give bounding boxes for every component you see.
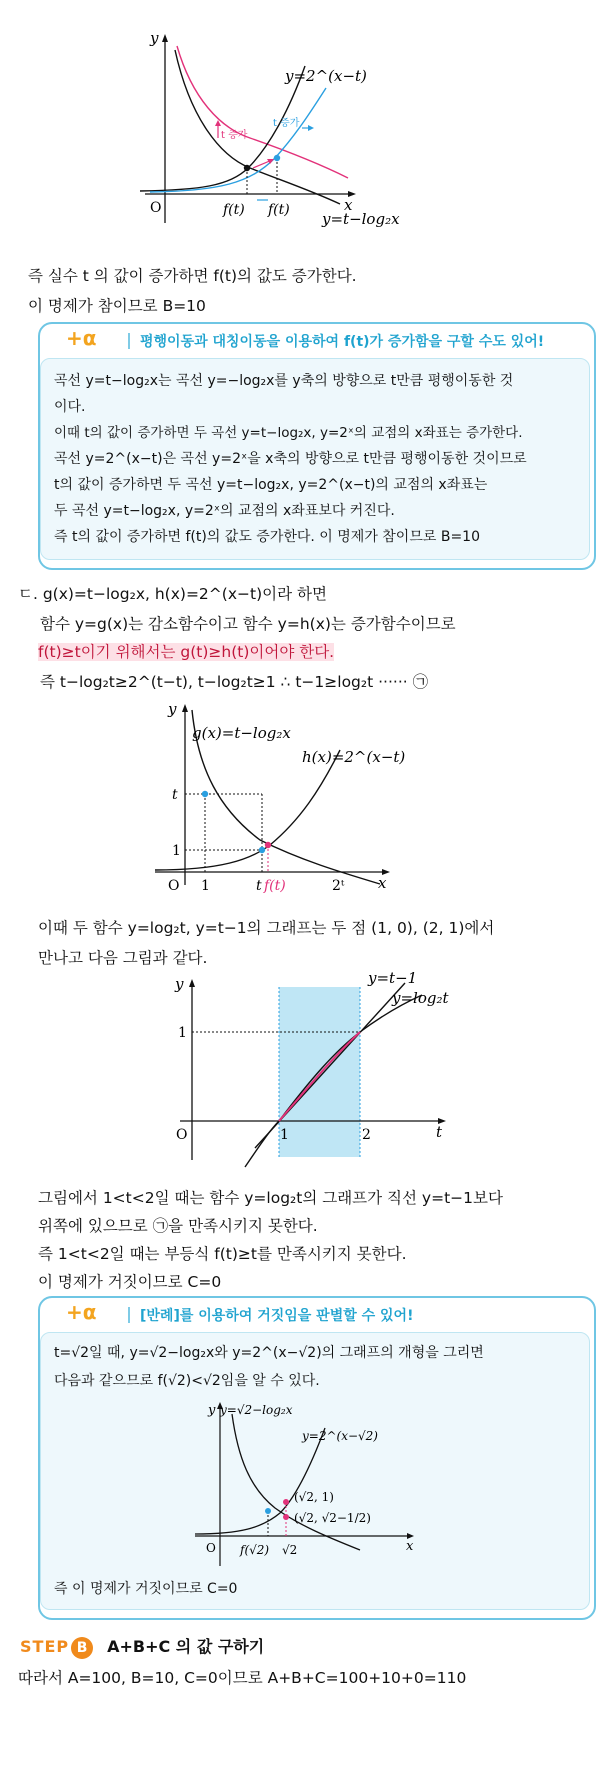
graph1-y-arrow <box>162 34 168 42</box>
graph4-top-label: y=√2−log₂x <box>220 1403 293 1417</box>
para1-line1: 즉 실수 t 의 값이 증가하면 f(t)의 값도 증가한다. <box>28 267 357 285</box>
para3-line1: 그림에서 1<t<2일 때는 함수 y=log₂t의 그래프가 직선 y=t−1보다 <box>38 1189 503 1207</box>
tip1-line-7: 즉 t의 값이 증가하면 f(t)의 값도 증가한다. 이 명제가 참이므로 B=10 <box>54 529 480 545</box>
graph2-tick-ft: f(t) <box>264 878 286 894</box>
para2-line1: 이때 두 함수 y=log₂t, y=t−1의 그래프는 두 점 (1, 0), (2, 1)에서 <box>38 919 495 937</box>
graph3-line-label: y=t−1 <box>368 969 418 987</box>
graph2-origin: O <box>168 878 180 894</box>
tip2-line-1: t=√2일 때, y=√2−log₂x와 y=2^(x−√2)의 그래프의 개형을 그리면 <box>54 1345 484 1361</box>
graph4-point1-label: (√2, 1) <box>294 1490 334 1504</box>
graph2-tick-t-x: t <box>256 878 262 894</box>
graph2-y-label: y <box>168 700 177 718</box>
graph1-x-label: x <box>344 196 353 214</box>
graph-3 <box>160 969 460 1170</box>
graph3-tick-1-y: 1 <box>178 1025 187 1041</box>
partC-highlight: f(t)≥t이기 위해서는 g(t)≥h(t)이어야 한다. <box>38 643 335 661</box>
graph2-tick-1-y: 1 <box>172 843 181 859</box>
tip2-conclusion: 즉 이 명제가 거짓이므로 C=0 <box>54 1581 238 1597</box>
graph4-tick-r: √2 <box>282 1543 298 1557</box>
graph1-tick-right: f(t) <box>268 202 290 218</box>
graph4-exp-label: y=2^(x−√2) <box>302 1429 378 1443</box>
para3-line4: 이 명제가 거짓이므로 C=0 <box>38 1273 222 1291</box>
tip1-line-4: 곡선 y=2^(x−t)은 곡선 y=2ˣ을 x축의 방향으로 t만큼 평행이동한 것이므로 <box>54 451 527 467</box>
graph1-point-blue <box>274 155 280 161</box>
graph1-log-curve-pink <box>177 46 348 178</box>
graph2-x-label: x <box>378 874 387 892</box>
tip1-line-6: 두 곡선 y=t−log₂x, y=2ˣ의 교점의 x좌표보다 커진다. <box>54 503 395 519</box>
graph-1 <box>130 28 460 238</box>
graph1-pink-label: t 증가 <box>221 130 248 141</box>
graph1-blue-arrowhead <box>308 125 314 131</box>
tip2-title: [반례]를 이용하여 거짓임을 판별할 수 있어! <box>140 1308 414 1324</box>
graph-2 <box>150 700 450 900</box>
final-answer-line: 따라서 A=100, B=10, C=0이므로 A+B+C=100+10+0=110 <box>18 1669 467 1687</box>
partC-line3 <box>38 642 334 662</box>
graph4-point-red-bottom <box>283 1514 289 1520</box>
tip1-line-3: 이때 t의 값이 증가하면 두 곡선 y=t−log₂x, y=2ˣ의 교점의 x좌표는 증가한다. <box>54 425 523 441</box>
graph4-point-red-top <box>283 1499 289 1505</box>
graph3-origin: O <box>176 1127 188 1143</box>
graph2-point-blue-1 <box>259 847 265 853</box>
graph3-tick-1-x: 1 <box>280 1127 289 1143</box>
tip1-title: 평행이동과 대칭이동을 이용하여 f(t)가 증가함을 구할 수도 있어! <box>140 334 545 350</box>
tip1-divider <box>128 333 130 349</box>
graph2-tick-t-y: t <box>172 787 178 803</box>
graph-4 <box>190 1398 450 1578</box>
partC-line4: 즉 t−log₂t≥2^(t−t), t−log₂t≥1 ∴ t−1≥log₂t ······ ㉠ <box>40 673 429 691</box>
graph2-h-curve <box>155 750 340 870</box>
step-word: STEP <box>20 1637 70 1656</box>
tip1-plus-icon: +α <box>66 326 97 350</box>
graph1-origin: O <box>150 200 162 216</box>
graph4-y-label: y <box>208 1403 216 1418</box>
partC-line1: ㄷ. g(x)=t−log₂x, h(x)=2^(x−t)이라 하면 <box>18 585 327 603</box>
graph3-log-label: y=log₂t <box>392 989 449 1007</box>
graph2-tick-2t: 2ᵗ <box>332 878 345 894</box>
tip2-line-2: 다음과 같으므로 f(√2)<√2임을 알 수 있다. <box>54 1373 320 1389</box>
step-b-badge: B <box>71 1637 93 1659</box>
tip1-line-1: 곡선 y=t−log₂x는 곡선 y=−log₂x를 y축의 방향으로 t만큼 평행이동한 것 <box>54 373 514 389</box>
graph1-tick-left: f(t) <box>223 202 245 218</box>
graph4-x-label: x <box>406 1539 414 1554</box>
graph2-point-blue-t <box>202 791 208 797</box>
graph2-h-label: h(x)=2^(x−t) <box>302 748 406 766</box>
step-b-heading <box>20 1634 264 1659</box>
para3-line3: 즉 1<t<2일 때는 부등식 f(t)≥t를 만족시키지 못한다. <box>38 1245 407 1263</box>
graph1-y-label: y <box>150 29 159 47</box>
graph1-label-exp: y=2^(x−t) <box>285 67 367 85</box>
graph2-g-label: g(x)=t−log₂x <box>192 724 291 742</box>
graph2-y-arrow <box>182 704 188 712</box>
step-b-title: A+B+C 의 값 구하기 <box>107 1637 265 1656</box>
para1-line2: 이 명제가 참이므로 B=10 <box>28 297 206 315</box>
graph1-point-black <box>244 165 250 171</box>
tip1-line-5: t의 값이 증가하면 두 곡선 y=t−log₂x, y=2^(x−t)의 교점의 x좌표는 <box>54 477 488 493</box>
graph4-point2-label: (√2, √2−1/2) <box>294 1511 371 1525</box>
graph3-y-label: y <box>175 975 184 993</box>
graph2-tick-1-x: 1 <box>201 878 210 894</box>
tip1-line-2: 이다. <box>54 399 86 415</box>
tip2-plus-icon: +α <box>66 1300 97 1324</box>
graph2-point-red <box>265 842 271 848</box>
graph4-point-blue <box>265 1508 271 1514</box>
graph3-x-label: t <box>436 1123 443 1141</box>
tip2-divider <box>128 1307 130 1323</box>
para2-line2: 만나고 다음 그림과 같다. <box>38 949 208 967</box>
graph1-label-log: y=t−log₂x <box>322 210 400 228</box>
partC-line2: 함수 y=g(x)는 감소함수이고 함수 y=h(x)는 증가함수이므로 <box>40 615 456 633</box>
graph3-y-arrow <box>189 979 195 987</box>
graph4-tick-f: f(√2) <box>240 1543 270 1557</box>
graph4-origin: O <box>206 1541 216 1555</box>
para3-line2: 위쪽에 있으므로 ㉠을 만족시키지 못한다. <box>38 1217 318 1235</box>
graph3-tick-2-x: 2 <box>362 1127 371 1143</box>
graph1-blue-label: t 증가 <box>273 118 300 129</box>
